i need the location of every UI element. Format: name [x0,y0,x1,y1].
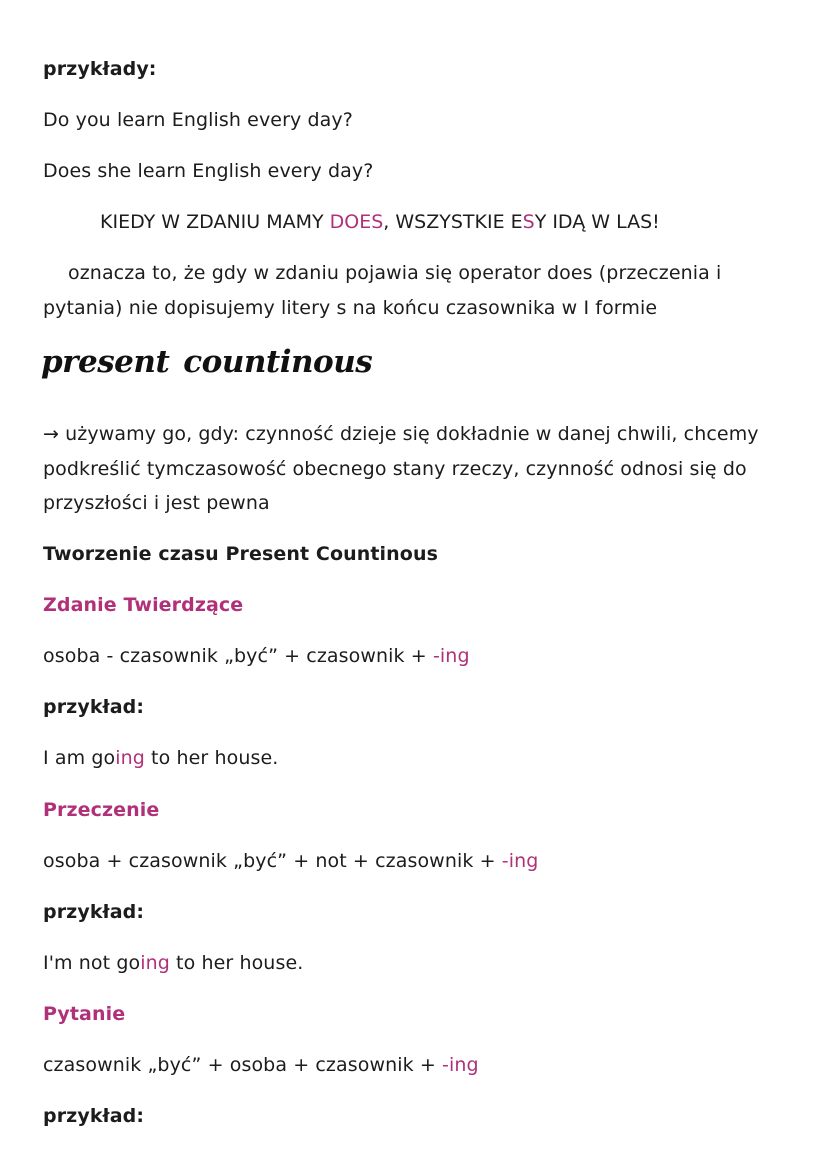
affirmative-formula [43,639,470,673]
example-heading-negative: przykład: [43,901,145,923]
negative-formula [43,844,538,878]
rule-text-part3: , WSZYSTKIE E [383,211,523,233]
question-formula-suffix: -ing [442,1054,479,1076]
usage-line-3: przyszłości i jest pewna [43,492,270,514]
example-question-1: Do you learn English every day? [43,109,353,131]
affirmative-heading: Zdanie Twierdzące [43,594,244,616]
tense-title-word2: countinous [183,344,373,380]
rule-text-does: DOES [329,211,384,233]
rule-text-part5: Y IDĄ W LAS! [534,211,660,233]
negative-example-ing: ing [140,952,170,974]
affirmative-example-c: to her house. [144,747,279,769]
negative-example-a: I'm not go [43,952,141,974]
negative-formula-suffix: -ing [501,850,539,872]
rule-text-s: S [522,211,535,233]
example-heading-affirmative: przykład: [43,696,145,718]
negative-example [43,946,303,980]
examples-heading: przykłady: [43,58,157,80]
rule-text-part1: KIEDY W ZDANIU MAMY [100,211,330,233]
usage-line-1: → używamy go, gdy: czynność dzieje się dokładnie w danej chwili, chcemy [43,423,759,445]
affirmative-example-a: I am go [43,747,116,769]
example-question-2: Does she learn English every day? [43,160,374,182]
tense-title [41,344,372,380]
affirmative-formula-suffix: -ing [432,645,470,667]
question-formula-main: czasownik „być” + osoba + czasownik + [43,1054,443,1076]
negative-formula-main: osoba + czasownik „być” + not + czasownik + [43,850,502,872]
affirmative-example [43,741,278,775]
tense-title-word1: present [41,344,170,380]
negative-example-c: to her house. [169,952,304,974]
formation-heading: Tworzenie czasu Present Countinous [43,543,438,565]
rule-sentence [100,205,660,239]
affirmative-example-ing: ing [115,747,145,769]
question-formula [43,1048,479,1082]
usage-line-2: podkreślić tymczasowość obecnego stany rzeczy, czynność odnosi się do [43,458,747,480]
affirmative-formula-main: osoba - czasownik „być” + czasownik + [43,645,433,667]
negative-heading: Przeczenie [43,799,160,821]
explanation-line-1: oznacza to, że gdy w zdaniu pojawia się operator does (przeczenia i [68,262,722,284]
question-heading: Pytanie [43,1003,126,1025]
example-heading-question: przykład: [43,1105,145,1127]
explanation-line-2: pytania) nie dopisujemy litery s na końcu czasownika w I formie [43,297,658,319]
